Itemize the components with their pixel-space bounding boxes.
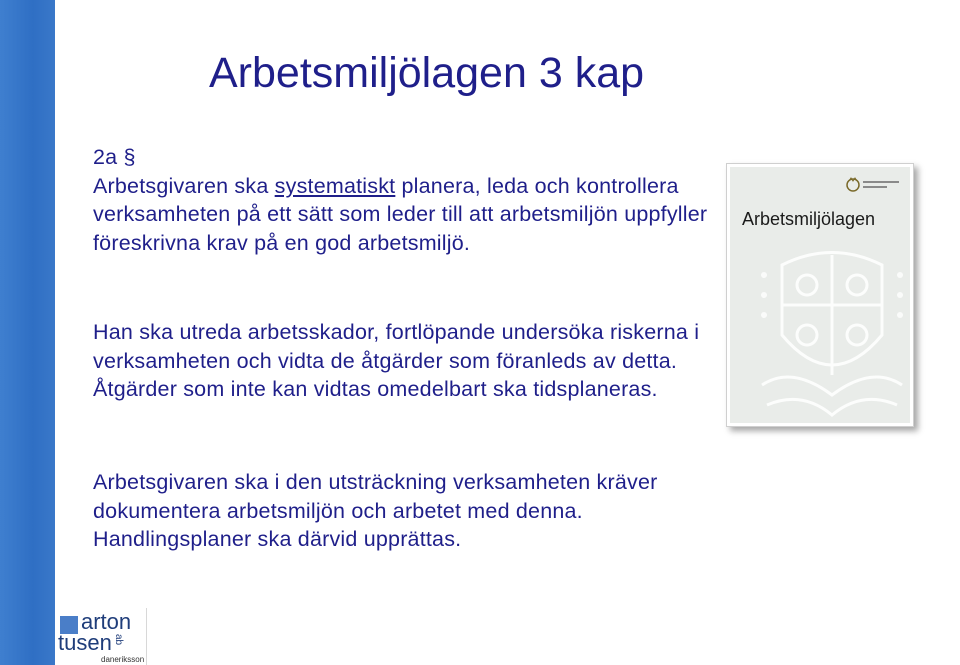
underlined-word: systematiskt xyxy=(274,173,396,198)
coat-of-arms-watermark-icon xyxy=(752,245,912,425)
paragraph-1-start: Arbetsgivaren ska xyxy=(93,173,275,198)
logo-line-2: tusen xyxy=(58,630,112,655)
crown-emblem-icon xyxy=(845,173,909,197)
company-logo xyxy=(55,608,145,665)
paragraph-section-2a xyxy=(93,143,723,257)
book-title: Arbetsmiljölagen xyxy=(742,209,876,229)
left-accent-bar xyxy=(0,0,55,665)
paragraph-1-rest: planera, leda och kontrollera verksamheten på ett sätt som leder till att arbetsmiljön uppfyller föreskrivna krav på en god arbetsmiljö. xyxy=(93,173,708,255)
section-heading: 2a § xyxy=(93,145,136,169)
book-cover-image xyxy=(726,163,914,427)
logo-subtitle: daneriksson xyxy=(101,655,145,664)
logo-suffix: ab xyxy=(113,634,124,646)
logo-line-1: arton xyxy=(81,609,132,634)
paragraph-2: Han ska utreda arbetsskador, fortlöpande undersöka riskerna i verksamheten och vidta de åtgärder som föranleds av detta. Åtgärder som inte kan vidtas omedelbart ska tidsplaneras. xyxy=(93,320,700,401)
slide-title: Arbetsmiljölagen 3 kap xyxy=(209,49,645,97)
logo-divider xyxy=(146,608,147,665)
paragraph-3: Arbetsgivaren ska i den utsträckning verksamheten kräver dokumentera arbetsmiljön och arbetet med denna. Handlingsplaner ska därvid upprättas. xyxy=(93,470,658,551)
book-cover-background xyxy=(730,167,910,423)
